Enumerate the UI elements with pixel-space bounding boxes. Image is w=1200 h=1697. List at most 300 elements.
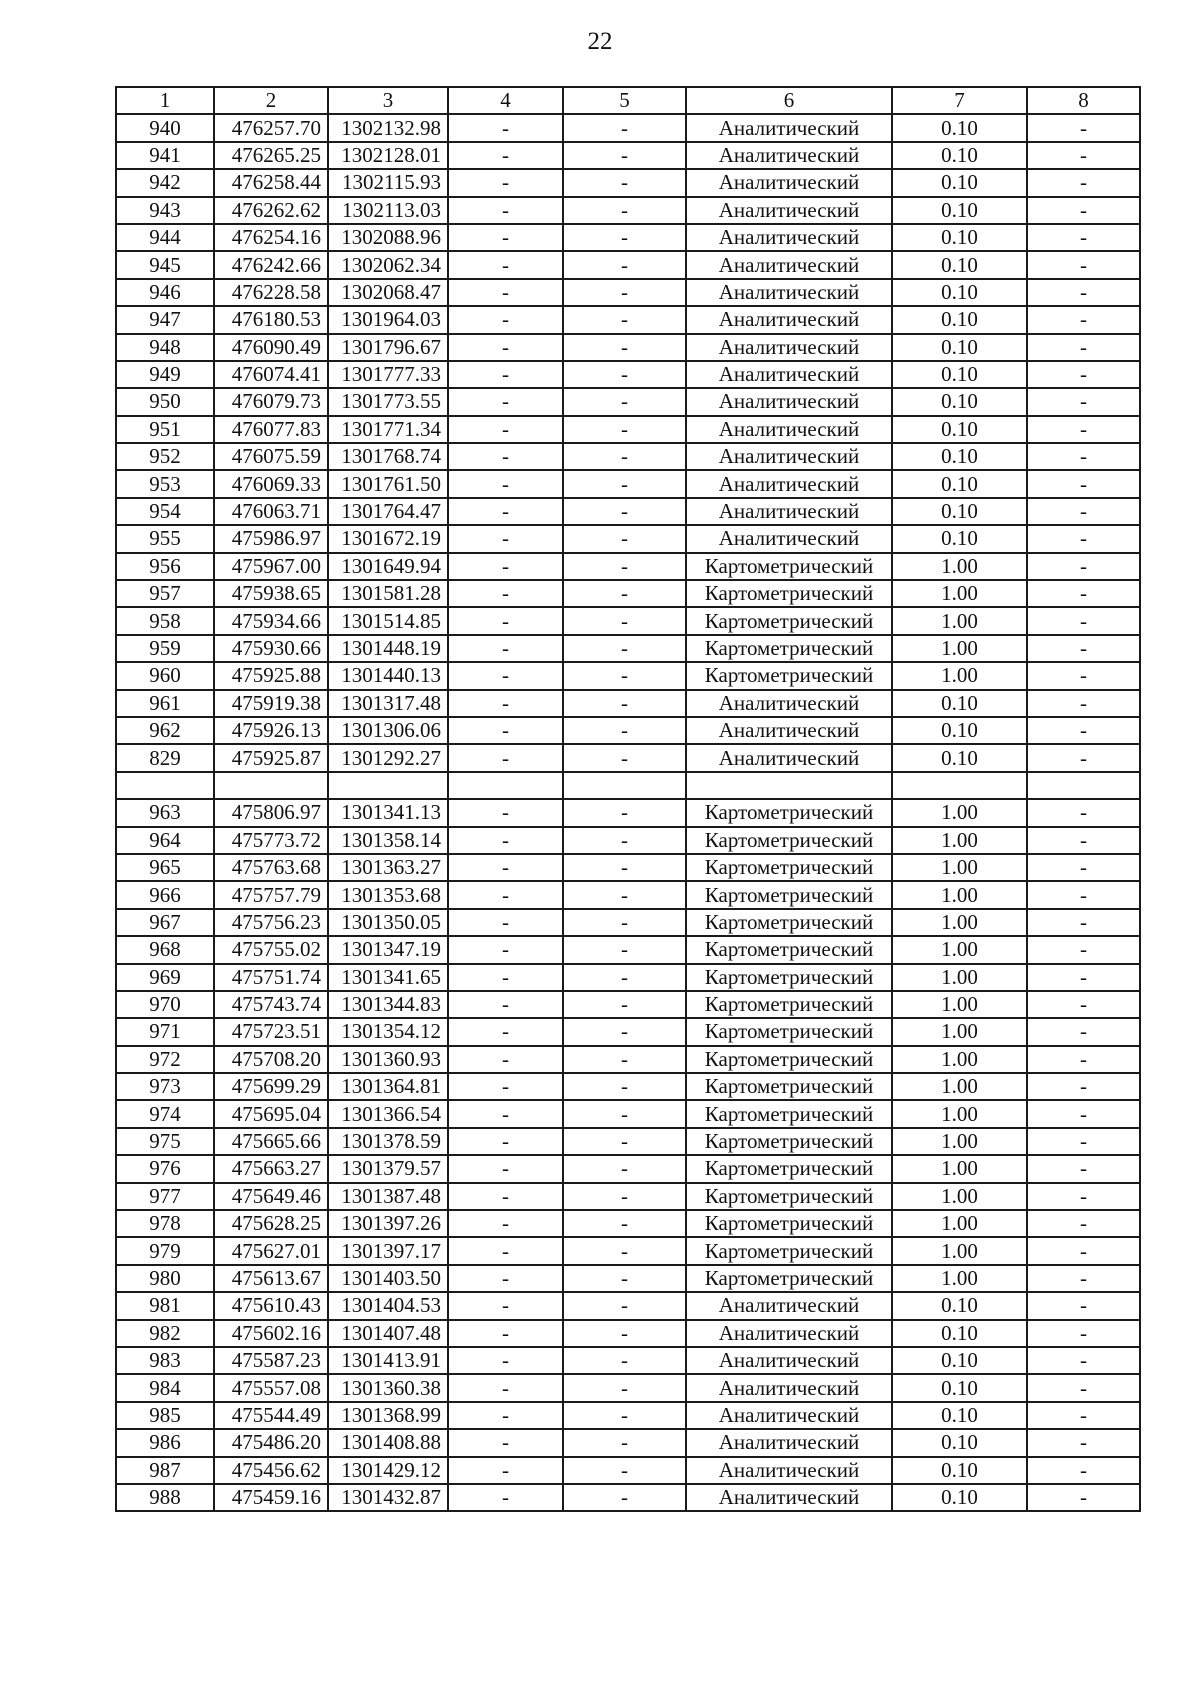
table-row <box>116 1100 1140 1127</box>
coordinate-x-cell: 475486.20 <box>214 1429 328 1456</box>
point-number-cell: 952 <box>116 443 214 470</box>
point-number-cell: 947 <box>116 306 214 333</box>
table-row <box>116 662 1140 689</box>
col-5-cell: - <box>563 827 686 854</box>
point-number-cell: 953 <box>116 470 214 497</box>
coordinate-y-cell: 1302132.98 <box>328 114 448 141</box>
coordinate-x-cell: 476265.25 <box>214 142 328 169</box>
col-5-cell: - <box>563 881 686 908</box>
coordinate-y-cell: 1301366.54 <box>328 1100 448 1127</box>
coordinate-y-cell: 1301964.03 <box>328 306 448 333</box>
col-8-cell: - <box>1027 1429 1140 1456</box>
coordinate-x-cell: 475763.68 <box>214 854 328 881</box>
method-cell: Аналитический <box>686 443 892 470</box>
method-cell: Картометрический <box>686 1100 892 1127</box>
col-8-cell: - <box>1027 279 1140 306</box>
column-header: 3 <box>328 87 448 114</box>
table-row <box>116 1046 1140 1073</box>
accuracy-cell: 1.00 <box>892 662 1027 689</box>
col-4-cell: - <box>448 1018 563 1045</box>
col-5-cell: - <box>563 744 686 771</box>
method-cell: Аналитический <box>686 1484 892 1511</box>
page-number: 22 <box>587 28 613 55</box>
table-row <box>116 416 1140 443</box>
col-4-cell: - <box>448 1429 563 1456</box>
method-cell: Аналитический <box>686 334 892 361</box>
col-5-cell: - <box>563 1265 686 1292</box>
col-5-cell: - <box>563 1128 686 1155</box>
col-5-cell: - <box>563 799 686 826</box>
coordinate-x-cell: 475628.25 <box>214 1210 328 1237</box>
point-number-cell: 978 <box>116 1210 214 1237</box>
point-number-cell: 951 <box>116 416 214 443</box>
point-number-cell: 955 <box>116 525 214 552</box>
col-5-cell: - <box>563 525 686 552</box>
coordinate-y-cell: 1302068.47 <box>328 279 448 306</box>
coordinate-x-cell: 475926.13 <box>214 717 328 744</box>
table-row <box>116 1292 1140 1319</box>
column-header: 8 <box>1027 87 1140 114</box>
col-4-cell: - <box>448 334 563 361</box>
coordinate-y-cell: 1301448.19 <box>328 635 448 662</box>
method-cell <box>686 772 892 799</box>
col-8-cell: - <box>1027 251 1140 278</box>
col-8-cell: - <box>1027 1374 1140 1401</box>
coordinate-x-cell: 475699.29 <box>214 1073 328 1100</box>
table-row <box>116 1128 1140 1155</box>
col-4-cell: - <box>448 799 563 826</box>
col-8-cell: - <box>1027 744 1140 771</box>
table-row <box>116 1347 1140 1374</box>
col-8-cell: - <box>1027 1018 1140 1045</box>
accuracy-cell: 1.00 <box>892 553 1027 580</box>
accuracy-cell: 1.00 <box>892 1100 1027 1127</box>
coordinate-x-cell: 475708.20 <box>214 1046 328 1073</box>
accuracy-cell: 0.10 <box>892 1484 1027 1511</box>
method-cell: Аналитический <box>686 1292 892 1319</box>
coordinate-y-cell: 1301432.87 <box>328 1484 448 1511</box>
col-4-cell: - <box>448 1374 563 1401</box>
col-8-cell: - <box>1027 1100 1140 1127</box>
method-cell: Картометрический <box>686 1265 892 1292</box>
coordinate-y-cell: 1301317.48 <box>328 690 448 717</box>
method-cell: Картометрический <box>686 1155 892 1182</box>
coordinate-x-cell: 475934.66 <box>214 607 328 634</box>
table-row <box>116 443 1140 470</box>
col-5-cell: - <box>563 717 686 744</box>
table-row <box>116 1155 1140 1182</box>
col-8-cell: - <box>1027 580 1140 607</box>
coordinate-x-cell: 475806.97 <box>214 799 328 826</box>
coordinate-x-cell: 475919.38 <box>214 690 328 717</box>
col-5-cell: - <box>563 1100 686 1127</box>
coordinate-y-cell: 1301378.59 <box>328 1128 448 1155</box>
column-header: 2 <box>214 87 328 114</box>
coordinate-y-cell: 1301440.13 <box>328 662 448 689</box>
col-5-cell: - <box>563 306 686 333</box>
method-cell: Картометрический <box>686 854 892 881</box>
method-cell: Аналитический <box>686 251 892 278</box>
accuracy-cell: 0.10 <box>892 279 1027 306</box>
accuracy-cell: 0.10 <box>892 1347 1027 1374</box>
coordinate-y-cell: 1301354.12 <box>328 1018 448 1045</box>
col-4-cell: - <box>448 662 563 689</box>
col-4-cell: - <box>448 1265 563 1292</box>
coordinate-x-cell: 476077.83 <box>214 416 328 443</box>
accuracy-cell: 0.10 <box>892 416 1027 443</box>
accuracy-cell: 1.00 <box>892 799 1027 826</box>
coordinate-y-cell: 1301408.88 <box>328 1429 448 1456</box>
coordinate-x-cell: 476242.66 <box>214 251 328 278</box>
col-4-cell: - <box>448 717 563 744</box>
col-4-cell: - <box>448 1128 563 1155</box>
table-row <box>116 964 1140 991</box>
coordinate-x-cell: 475459.16 <box>214 1484 328 1511</box>
coordinate-x-cell: 476262.62 <box>214 197 328 224</box>
col-8-cell: - <box>1027 881 1140 908</box>
accuracy-cell: 1.00 <box>892 854 1027 881</box>
coordinate-x-cell: 475757.79 <box>214 881 328 908</box>
col-5-cell: - <box>563 361 686 388</box>
col-4-cell: - <box>448 388 563 415</box>
table-row <box>116 607 1140 634</box>
coordinate-x-cell: 476180.53 <box>214 306 328 333</box>
point-number-cell: 986 <box>116 1429 214 1456</box>
table-row <box>116 936 1140 963</box>
col-8-cell: - <box>1027 1292 1140 1319</box>
col-4-cell: - <box>448 1100 563 1127</box>
coordinate-x-cell: 475930.66 <box>214 635 328 662</box>
table-row <box>116 224 1140 251</box>
accuracy-cell: 1.00 <box>892 1046 1027 1073</box>
coordinate-y-cell: 1301350.05 <box>328 909 448 936</box>
col-4-cell: - <box>448 114 563 141</box>
coordinate-y-cell: 1301649.94 <box>328 553 448 580</box>
col-8-cell: - <box>1027 854 1140 881</box>
col-5-cell: - <box>563 1073 686 1100</box>
method-cell: Картометрический <box>686 1018 892 1045</box>
table-row <box>116 1018 1140 1045</box>
point-number-cell: 968 <box>116 936 214 963</box>
point-number-cell: 984 <box>116 1374 214 1401</box>
point-number-cell: 979 <box>116 1237 214 1264</box>
table-row <box>116 909 1140 936</box>
table-body <box>116 114 1140 1511</box>
col-5-cell: - <box>563 142 686 169</box>
method-cell: Аналитический <box>686 1320 892 1347</box>
accuracy-cell: 0.10 <box>892 717 1027 744</box>
coordinate-y-cell: 1301771.34 <box>328 416 448 443</box>
coordinate-y-cell: 1301761.50 <box>328 470 448 497</box>
accuracy-cell: 0.10 <box>892 1429 1027 1456</box>
accuracy-cell: 1.00 <box>892 580 1027 607</box>
table-row <box>116 1402 1140 1429</box>
coordinate-y-cell: 1301341.65 <box>328 964 448 991</box>
accuracy-cell: 0.10 <box>892 1402 1027 1429</box>
col-5-cell: - <box>563 114 686 141</box>
col-8-cell <box>1027 772 1140 799</box>
col-4-cell: - <box>448 964 563 991</box>
accuracy-cell: 1.00 <box>892 1183 1027 1210</box>
col-8-cell: - <box>1027 1046 1140 1073</box>
col-4-cell: - <box>448 690 563 717</box>
coordinate-y-cell: 1302088.96 <box>328 224 448 251</box>
method-cell: Аналитический <box>686 525 892 552</box>
coordinate-y-cell: 1301341.13 <box>328 799 448 826</box>
method-cell: Картометрический <box>686 881 892 908</box>
method-cell: Аналитический <box>686 197 892 224</box>
table-row <box>116 197 1140 224</box>
point-number-cell: 985 <box>116 1402 214 1429</box>
accuracy-cell: 1.00 <box>892 1073 1027 1100</box>
coordinate-x-cell: 475695.04 <box>214 1100 328 1127</box>
col-8-cell: - <box>1027 1457 1140 1484</box>
coordinate-x-cell: 475663.27 <box>214 1155 328 1182</box>
accuracy-cell: 1.00 <box>892 909 1027 936</box>
coordinate-x-cell: 475925.88 <box>214 662 328 689</box>
col-8-cell: - <box>1027 114 1140 141</box>
col-8-cell: - <box>1027 443 1140 470</box>
coordinate-y-cell: 1301387.48 <box>328 1183 448 1210</box>
point-number-cell: 969 <box>116 964 214 991</box>
col-8-cell: - <box>1027 690 1140 717</box>
col-8-cell: - <box>1027 553 1140 580</box>
coordinate-x-cell: 475925.87 <box>214 744 328 771</box>
col-5-cell: - <box>563 279 686 306</box>
method-cell: Аналитический <box>686 717 892 744</box>
coordinate-x-cell: 476254.16 <box>214 224 328 251</box>
accuracy-cell: 0.10 <box>892 498 1027 525</box>
col-5-cell: - <box>563 1429 686 1456</box>
coordinate-x-cell: 475743.74 <box>214 991 328 1018</box>
coordinate-y-cell: 1301777.33 <box>328 361 448 388</box>
coordinate-x-cell: 475602.16 <box>214 1320 328 1347</box>
coordinate-x-cell: 476228.58 <box>214 279 328 306</box>
col-8-cell: - <box>1027 1402 1140 1429</box>
col-8-cell: - <box>1027 827 1140 854</box>
col-8-cell: - <box>1027 197 1140 224</box>
col-8-cell: - <box>1027 964 1140 991</box>
accuracy-cell: 0.10 <box>892 306 1027 333</box>
coordinate-x-cell: 475627.01 <box>214 1237 328 1264</box>
method-cell: Аналитический <box>686 498 892 525</box>
table-row <box>116 881 1140 908</box>
accuracy-cell: 1.00 <box>892 964 1027 991</box>
col-5-cell: - <box>563 1402 686 1429</box>
col-4-cell: - <box>448 635 563 662</box>
accuracy-cell: 1.00 <box>892 1237 1027 1264</box>
col-4-cell: - <box>448 224 563 251</box>
col-4-cell: - <box>448 416 563 443</box>
point-number-cell: 954 <box>116 498 214 525</box>
col-8-cell: - <box>1027 525 1140 552</box>
coordinate-y-cell: 1301407.48 <box>328 1320 448 1347</box>
col-5-cell: - <box>563 1237 686 1264</box>
method-cell: Картометрический <box>686 936 892 963</box>
col-8-cell: - <box>1027 388 1140 415</box>
accuracy-cell: 0.10 <box>892 114 1027 141</box>
coordinate-x-cell: 475755.02 <box>214 936 328 963</box>
table-row <box>116 306 1140 333</box>
method-cell: Картометрический <box>686 635 892 662</box>
col-5-cell: - <box>563 334 686 361</box>
coordinate-x-cell: 475610.43 <box>214 1292 328 1319</box>
coordinate-x-cell: 476090.49 <box>214 334 328 361</box>
method-cell: Картометрический <box>686 1210 892 1237</box>
point-number-cell: 981 <box>116 1292 214 1319</box>
accuracy-cell: 1.00 <box>892 635 1027 662</box>
col-8-cell: - <box>1027 717 1140 744</box>
col-4-cell: - <box>448 553 563 580</box>
table-row <box>116 1320 1140 1347</box>
table-row <box>116 827 1140 854</box>
coordinate-x-cell: 475456.62 <box>214 1457 328 1484</box>
table-row <box>116 114 1140 141</box>
point-number-cell: 949 <box>116 361 214 388</box>
coordinate-x-cell: 475587.23 <box>214 1347 328 1374</box>
col-5-cell: - <box>563 1046 686 1073</box>
col-5-cell: - <box>563 1374 686 1401</box>
table-row <box>116 580 1140 607</box>
col-8-cell: - <box>1027 498 1140 525</box>
col-5-cell: - <box>563 553 686 580</box>
col-8-cell: - <box>1027 224 1140 251</box>
col-5-cell: - <box>563 1320 686 1347</box>
col-4-cell: - <box>448 470 563 497</box>
col-4-cell: - <box>448 607 563 634</box>
col-4-cell: - <box>448 1155 563 1182</box>
point-number-cell: 977 <box>116 1183 214 1210</box>
col-5-cell: - <box>563 1484 686 1511</box>
method-cell: Картометрический <box>686 662 892 689</box>
method-cell: Картометрический <box>686 799 892 826</box>
table-row <box>116 1484 1140 1511</box>
col-4-cell <box>448 772 563 799</box>
coordinate-y-cell: 1301306.06 <box>328 717 448 744</box>
col-4-cell: - <box>448 251 563 278</box>
table-row <box>116 334 1140 361</box>
accuracy-cell: 0.10 <box>892 690 1027 717</box>
point-number-cell: 945 <box>116 251 214 278</box>
point-number-cell: 957 <box>116 580 214 607</box>
table-row <box>116 1429 1140 1456</box>
method-cell: Картометрический <box>686 991 892 1018</box>
col-5-cell: - <box>563 1457 686 1484</box>
column-header: 4 <box>448 87 563 114</box>
coordinates-table <box>115 86 1141 1512</box>
coordinate-y-cell: 1301773.55 <box>328 388 448 415</box>
point-number-cell: 941 <box>116 142 214 169</box>
col-4-cell: - <box>448 1073 563 1100</box>
col-8-cell: - <box>1027 936 1140 963</box>
coordinate-y-cell: 1301764.47 <box>328 498 448 525</box>
coordinate-y-cell: 1301514.85 <box>328 607 448 634</box>
point-number-cell: 972 <box>116 1046 214 1073</box>
coordinate-y-cell: 1302113.03 <box>328 197 448 224</box>
point-number-cell: 942 <box>116 169 214 196</box>
method-cell: Аналитический <box>686 744 892 771</box>
col-5-cell: - <box>563 169 686 196</box>
point-number-cell: 940 <box>116 114 214 141</box>
method-cell: Аналитический <box>686 1429 892 1456</box>
accuracy-cell: 0.10 <box>892 1292 1027 1319</box>
col-4-cell: - <box>448 1183 563 1210</box>
point-number-cell: 963 <box>116 799 214 826</box>
col-8-cell: - <box>1027 1237 1140 1264</box>
point-number-cell: 973 <box>116 1073 214 1100</box>
col-5-cell: - <box>563 690 686 717</box>
col-8-cell: - <box>1027 1183 1140 1210</box>
col-5-cell: - <box>563 991 686 1018</box>
col-4-cell: - <box>448 909 563 936</box>
method-cell: Картометрический <box>686 909 892 936</box>
accuracy-cell: 0.10 <box>892 1320 1027 1347</box>
coordinate-y-cell: 1301363.27 <box>328 854 448 881</box>
accuracy-cell: 1.00 <box>892 991 1027 1018</box>
col-5-cell: - <box>563 1292 686 1319</box>
method-cell: Картометрический <box>686 964 892 991</box>
coordinate-x-cell: 475938.65 <box>214 580 328 607</box>
col-8-cell: - <box>1027 361 1140 388</box>
point-number-cell: 944 <box>116 224 214 251</box>
method-cell: Картометрический <box>686 1073 892 1100</box>
coordinate-y-cell: 1301368.99 <box>328 1402 448 1429</box>
accuracy-cell: 1.00 <box>892 827 1027 854</box>
coordinate-x-cell: 476258.44 <box>214 169 328 196</box>
col-5-cell: - <box>563 443 686 470</box>
col-8-cell: - <box>1027 662 1140 689</box>
col-5-cell: - <box>563 909 686 936</box>
method-cell: Аналитический <box>686 114 892 141</box>
coordinate-x-cell: 475649.46 <box>214 1183 328 1210</box>
col-5-cell: - <box>563 936 686 963</box>
col-8-cell: - <box>1027 1073 1140 1100</box>
col-4-cell: - <box>448 1457 563 1484</box>
point-number-cell: 962 <box>116 717 214 744</box>
col-5-cell: - <box>563 1155 686 1182</box>
accuracy-cell: 1.00 <box>892 1155 1027 1182</box>
coordinate-y-cell: 1301344.83 <box>328 991 448 1018</box>
table-row <box>116 525 1140 552</box>
col-4-cell: - <box>448 306 563 333</box>
table-row <box>116 1183 1140 1210</box>
table-row <box>116 169 1140 196</box>
coordinate-x-cell: 476079.73 <box>214 388 328 415</box>
accuracy-cell: 0.10 <box>892 1374 1027 1401</box>
coordinate-x-cell: 475756.23 <box>214 909 328 936</box>
point-number-cell: 974 <box>116 1100 214 1127</box>
coordinate-y-cell: 1301672.19 <box>328 525 448 552</box>
coordinate-x-cell: 476063.71 <box>214 498 328 525</box>
method-cell: Картометрический <box>686 1237 892 1264</box>
point-number-cell: 987 <box>116 1457 214 1484</box>
col-5-cell: - <box>563 1210 686 1237</box>
accuracy-cell: 0.10 <box>892 361 1027 388</box>
column-header: 6 <box>686 87 892 114</box>
coordinate-x-cell: 475544.49 <box>214 1402 328 1429</box>
col-8-cell: - <box>1027 1484 1140 1511</box>
col-5-cell: - <box>563 662 686 689</box>
col-8-cell: - <box>1027 416 1140 443</box>
col-5-cell: - <box>563 224 686 251</box>
point-number-cell: 967 <box>116 909 214 936</box>
col-5-cell: - <box>563 416 686 443</box>
point-number-cell: 943 <box>116 197 214 224</box>
col-5-cell: - <box>563 580 686 607</box>
point-number-cell: 961 <box>116 690 214 717</box>
accuracy-cell <box>892 772 1027 799</box>
col-8-cell: - <box>1027 169 1140 196</box>
